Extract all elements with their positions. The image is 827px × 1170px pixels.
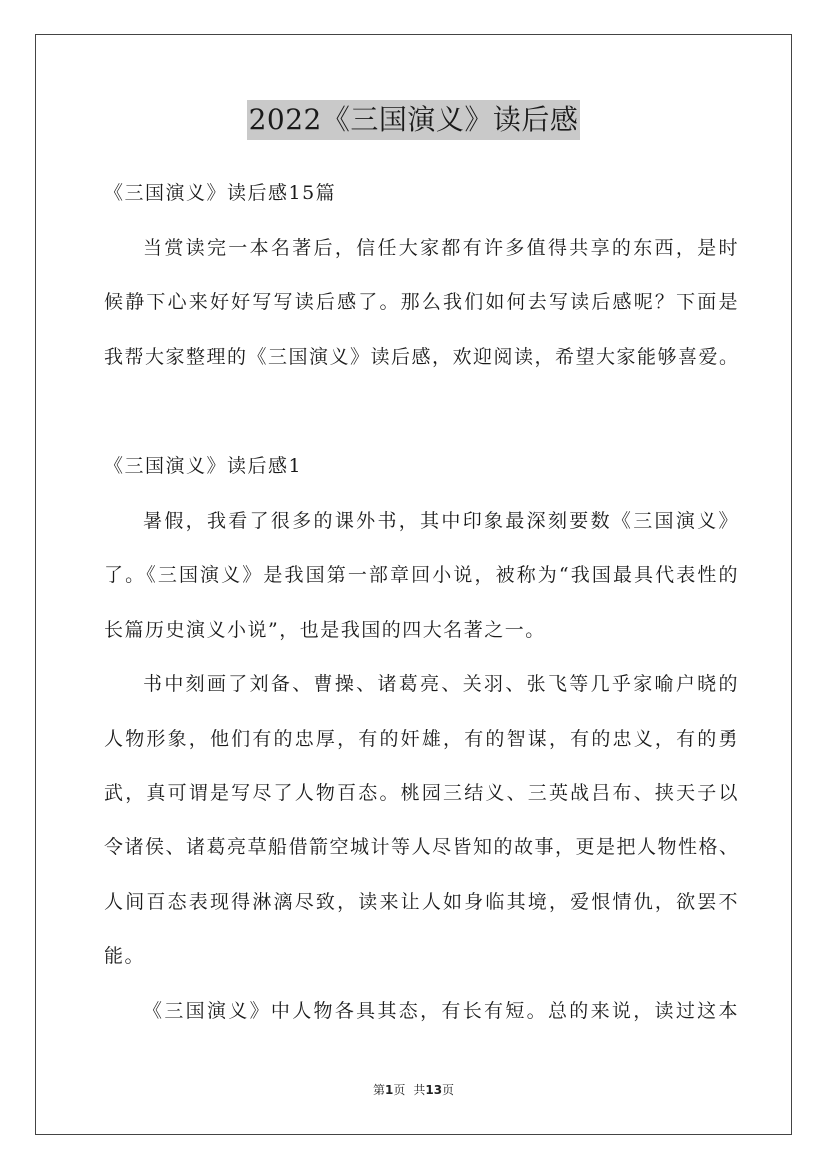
para2-line-4: 令诸侯、诸葛亮草船借箭空城计等人尽皆知的故事，更是把人物性格、 xyxy=(104,836,740,858)
intro-line-2: 候静下心来好好写写读后感了。那么我们如何去写读后感呢？下面是 xyxy=(104,291,739,313)
document-subtitle: 《三国演义》读后感15篇 xyxy=(104,182,337,204)
para2-line-6: 能。 xyxy=(104,945,146,967)
para2-line-1: 书中刻画了刘备、曹操、诸葛亮、关羽、张飞等几乎家喻户晓的 xyxy=(143,673,739,695)
para1-line-3: 长篇历史演义小说”，也是我国的四大名著之一。 xyxy=(104,619,546,641)
page-suffix: 页 xyxy=(393,1083,406,1097)
para2-line-2: 人物形象，他们有的忠厚，有的奸雄，有的智谋，有的忠义，有的勇 xyxy=(104,728,739,750)
total-suffix: 页 xyxy=(442,1083,455,1097)
para2-line-5: 人间百态表现得淋漓尽致，读来让人如身临其境，爱恨情仇，欲罢不 xyxy=(104,891,739,913)
intro-line-1: 当赏读完一本名著后，信任大家都有许多值得共享的东西，是时 xyxy=(143,237,739,259)
para3-line-1: 《三国演义》中人物各具其态，有长有短。总的来说，读过这本 xyxy=(143,1000,739,1022)
page-number: 1 xyxy=(384,1083,394,1097)
document-title: 2022《三国演义》读后感 xyxy=(247,100,581,140)
para1-line-2: 了。《三国演义》是我国第一部章回小说，被称为“我国最具代表性的 xyxy=(104,564,739,586)
total-prefix: 共 xyxy=(413,1083,426,1097)
intro-line-3: 我帮大家整理的《三国演义》读后感，欢迎阅读，希望大家能够喜爱。 xyxy=(104,346,740,368)
title-container xyxy=(0,100,827,140)
total-pages: 13 xyxy=(425,1083,443,1097)
page-footer xyxy=(0,1082,827,1098)
para2-line-3: 武，真可谓是写尽了人物百态。桃园三结义、三英战吕布、挟天子以 xyxy=(104,782,739,804)
page-prefix: 第 xyxy=(372,1083,385,1097)
section-heading: 《三国演义》读后感1 xyxy=(104,455,303,477)
para1-line-1: 暑假，我看了很多的课外书，其中印象最深刻要数《三国演义》 xyxy=(143,510,739,532)
